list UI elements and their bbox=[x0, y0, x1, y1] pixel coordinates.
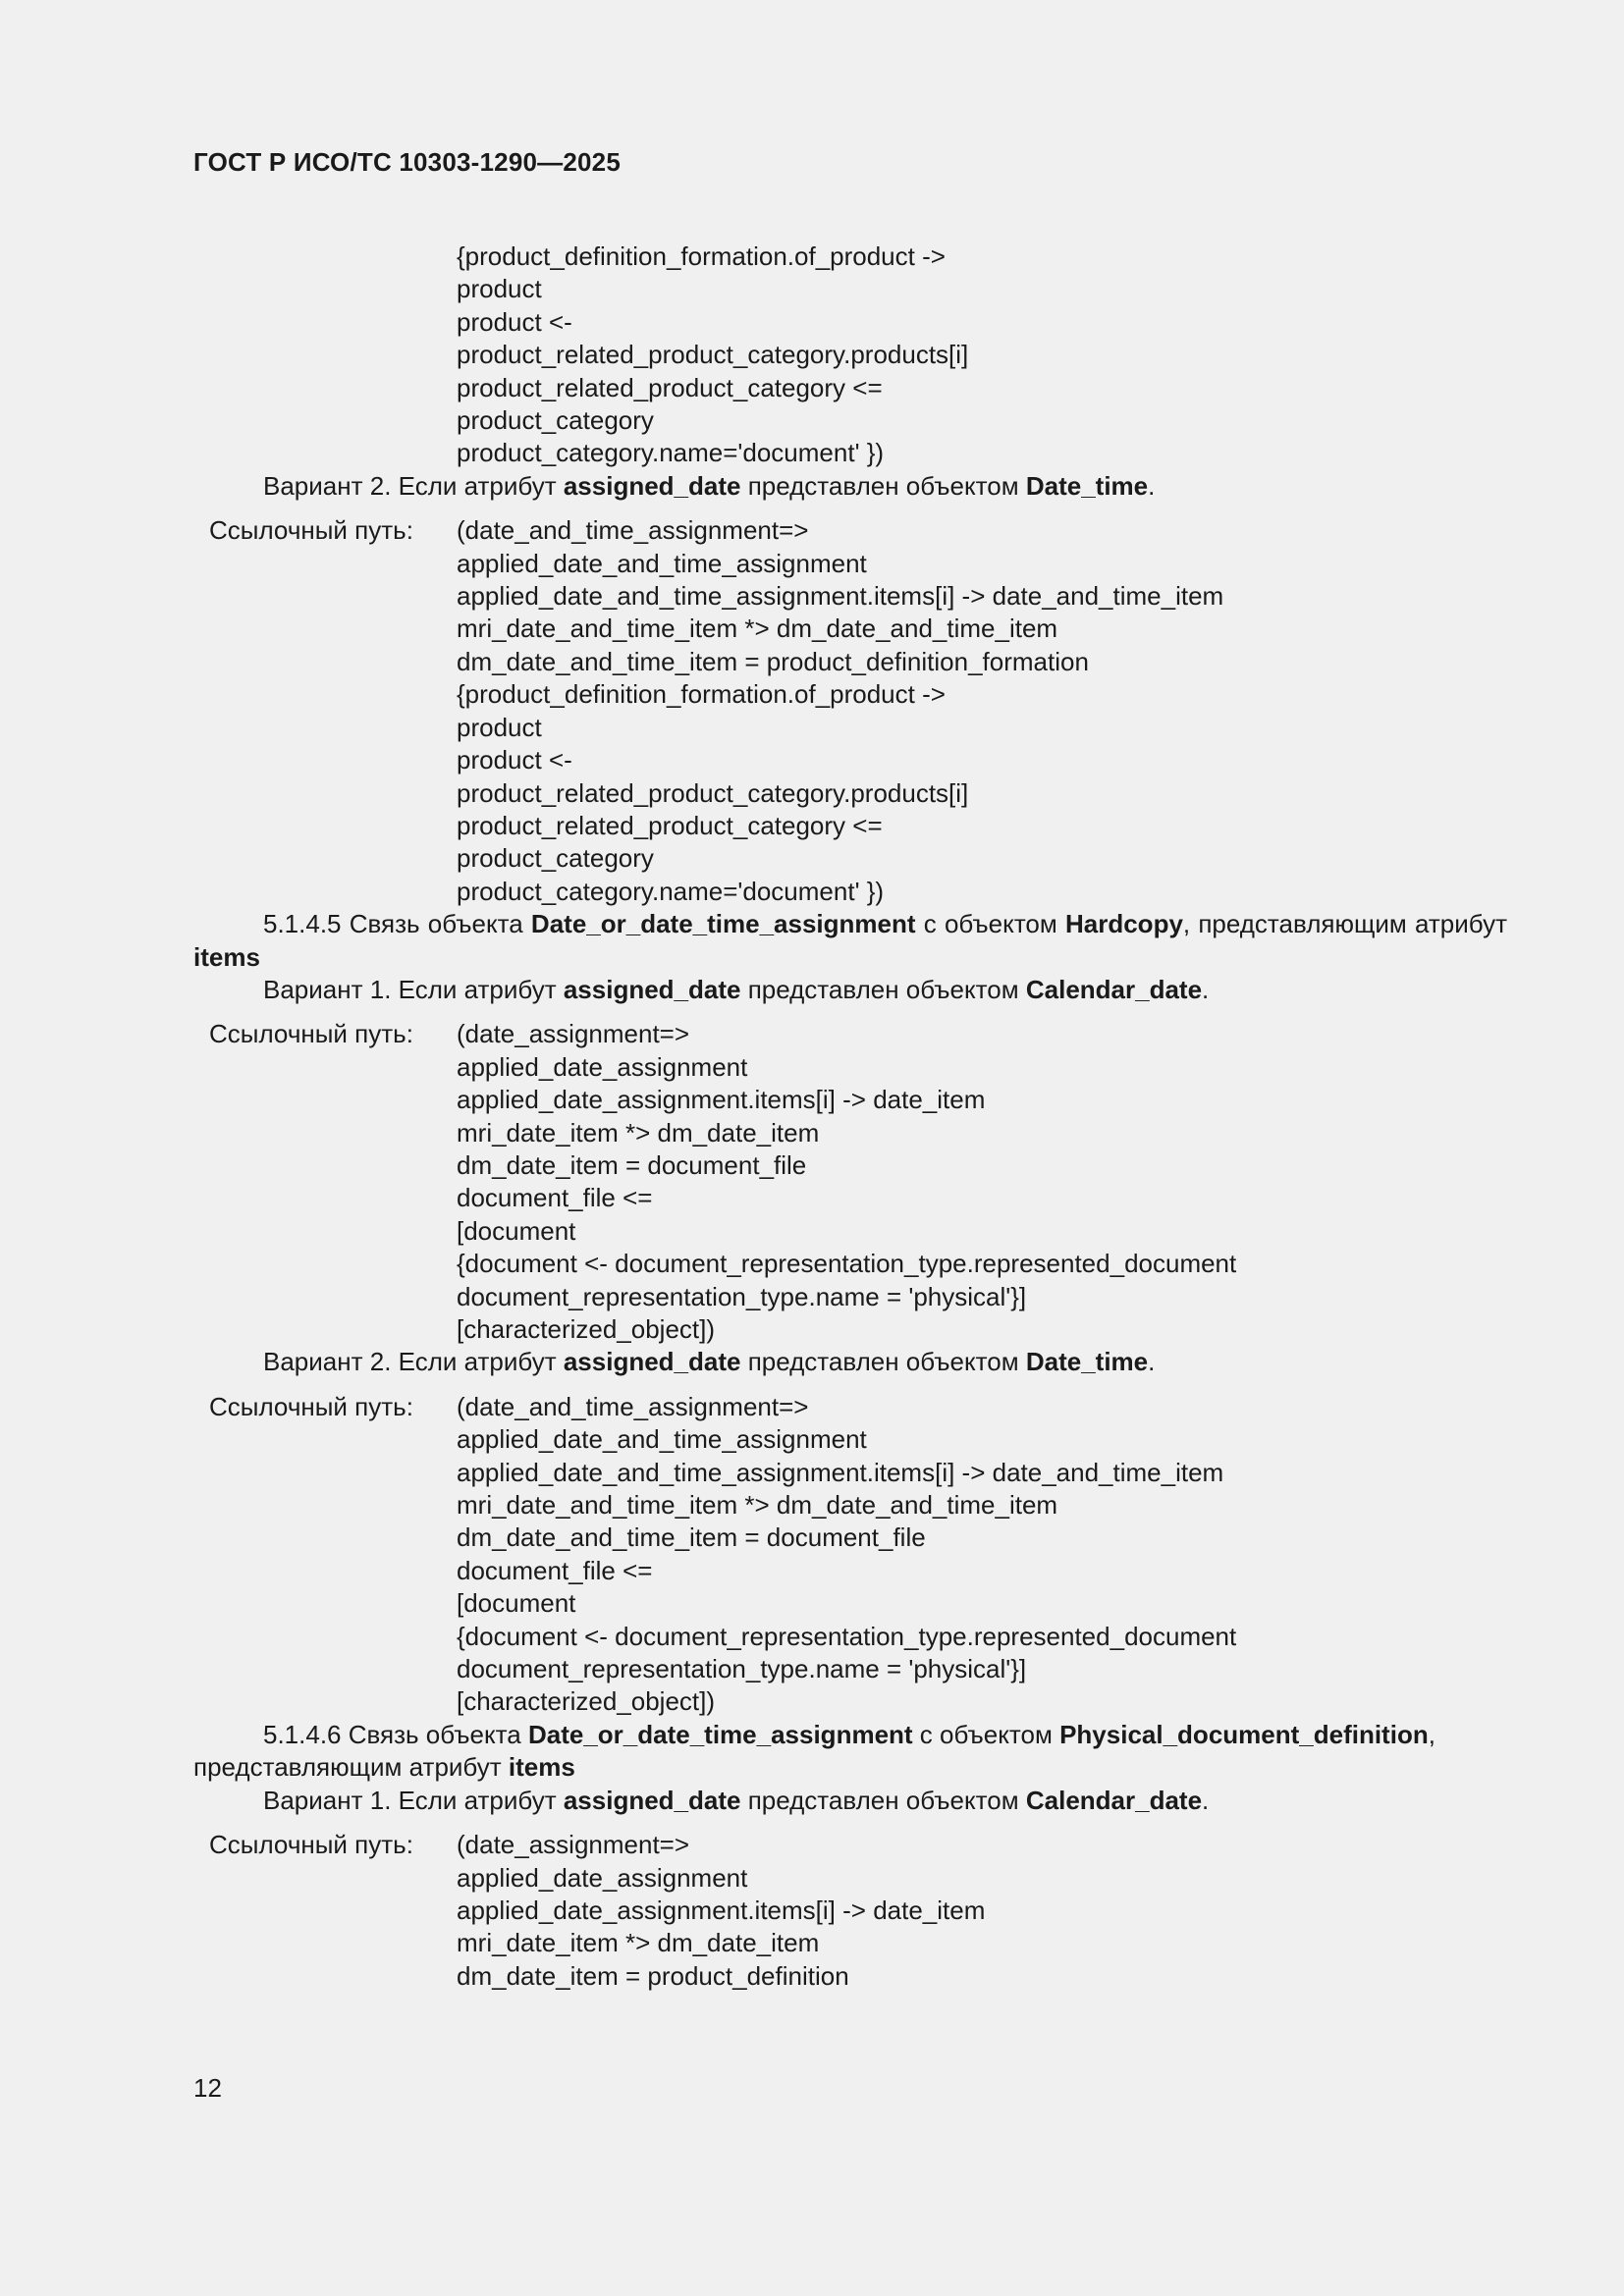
code-line: (date_assignment=> bbox=[457, 1830, 690, 1860]
code-line: document_file <= bbox=[457, 1183, 653, 1213]
code-line: {document <- document_representation_type.represented_document bbox=[457, 1621, 1237, 1651]
code-line: {product_definition_formation.of_product -> bbox=[457, 679, 946, 710]
code-line: product_category bbox=[457, 405, 654, 436]
variant-paragraph: Вариант 1. Если атрибут assigned_date представлен объектом Calendar_date. bbox=[263, 1785, 1210, 1815]
code-line: [characterized_object]) bbox=[457, 1686, 716, 1717]
code-line: mri_date_item *> dm_date_item bbox=[457, 1117, 820, 1148]
code-line: document_representation_type.name = 'physical'}] bbox=[457, 1654, 1027, 1684]
code-line: (date_and_time_assignment=> bbox=[457, 1391, 809, 1421]
code-line: product_related_product_category.products[i] bbox=[457, 340, 969, 370]
code-line: applied_date_assignment bbox=[457, 1862, 748, 1893]
reference-path-body bbox=[457, 514, 1507, 908]
page-number: 12 bbox=[193, 2073, 222, 2103]
reference-path-label: Ссылочный путь: bbox=[209, 1830, 413, 1860]
reference-path-body bbox=[457, 1018, 1507, 1346]
code-line: dm_date_and_time_item = document_file bbox=[457, 1522, 926, 1553]
reference-path-label: Ссылочный путь: bbox=[209, 515, 413, 546]
reference-path bbox=[193, 514, 1507, 908]
code-line: (date_assignment=> bbox=[457, 1019, 690, 1049]
variant-paragraph: Вариант 2. Если атрибут assigned_date представлен объектом Date_time. bbox=[263, 1347, 1156, 1377]
reference-path-label: Ссылочный путь: bbox=[209, 1391, 413, 1421]
code-line: document_representation_type.name = 'physical'}] bbox=[457, 1281, 1027, 1311]
code-line: product <- bbox=[457, 745, 572, 775]
code-line: mri_date_and_time_item *> dm_date_and_time_item bbox=[457, 614, 1058, 644]
code-line: {product_definition_formation.of_product -> bbox=[457, 241, 946, 271]
variant-paragraph: Вариант 2. Если атрибут assigned_date представлен объектом Date_time. bbox=[263, 470, 1156, 501]
reference-path bbox=[193, 1018, 1507, 1346]
code-line: product bbox=[457, 274, 542, 304]
reference-path-body bbox=[457, 1829, 1507, 1993]
code-line: product_category.name='document' }) bbox=[457, 876, 885, 906]
code-line: (date_and_time_assignment=> bbox=[457, 515, 809, 546]
code-line: dm_date_item = document_file bbox=[457, 1149, 807, 1180]
page-content bbox=[193, 240, 1507, 1993]
code-line: product <- bbox=[457, 306, 572, 337]
code-line: product bbox=[457, 712, 542, 742]
code-line: applied_date_and_time_assignment.items[i] -> date_and_time_item bbox=[457, 581, 1224, 612]
reference-path-body bbox=[457, 1391, 1507, 1719]
code-line: product_related_product_category <= bbox=[457, 810, 883, 840]
code-line: dm_date_item = product_definition bbox=[457, 1960, 849, 1991]
code-line: document_file <= bbox=[457, 1555, 653, 1585]
reference-path-continuation bbox=[457, 240, 1507, 470]
section-5-1-4-5-heading: 5.1.4.5 Связь объекта Date_or_date_time_assignment с объектом Hardcopy, представляющим атрибут items bbox=[193, 909, 1507, 972]
code-line: applied_date_assignment.items[i] -> date_item bbox=[457, 1085, 986, 1115]
code-line: product_category.name='document' }) bbox=[457, 438, 885, 468]
code-line: {document <- document_representation_type.represented_document bbox=[457, 1249, 1237, 1279]
code-line: [document bbox=[457, 1588, 576, 1619]
code-line: applied_date_and_time_assignment bbox=[457, 1424, 867, 1455]
code-line: mri_date_and_time_item *> dm_date_and_time_item bbox=[457, 1490, 1058, 1521]
code-line: mri_date_item *> dm_date_item bbox=[457, 1928, 820, 1958]
reference-path bbox=[193, 1829, 1507, 1993]
code-line: [characterized_object]) bbox=[457, 1314, 716, 1344]
code-line: applied_date_and_time_assignment bbox=[457, 548, 867, 578]
variant-paragraph: Вариант 1. Если атрибут assigned_date представлен объектом Calendar_date. bbox=[263, 974, 1210, 1004]
code-line: applied_date_and_time_assignment.items[i] -> date_and_time_item bbox=[457, 1457, 1224, 1487]
document-header: ГОСТ Р ИСО/ТС 10303-1290—2025 bbox=[193, 147, 622, 177]
reference-path bbox=[193, 1391, 1507, 1719]
code-line: [document bbox=[457, 1215, 576, 1246]
section-5-1-4-6-heading: 5.1.4.6 Связь объекта Date_or_date_time_assignment с объектом Physical_document_definition, представляющим атрибут items bbox=[193, 1719, 1435, 1783]
code-line: applied_date_assignment.items[i] -> date_item bbox=[457, 1895, 986, 1925]
reference-path-label: Ссылочный путь: bbox=[209, 1019, 413, 1049]
code-line: dm_date_and_time_item = product_definition_formation bbox=[457, 646, 1089, 676]
code-line: applied_date_assignment bbox=[457, 1051, 748, 1082]
code-line: product_related_product_category.products[i] bbox=[457, 777, 969, 808]
code-line: product_category bbox=[457, 843, 654, 874]
code-line: product_related_product_category <= bbox=[457, 372, 883, 402]
